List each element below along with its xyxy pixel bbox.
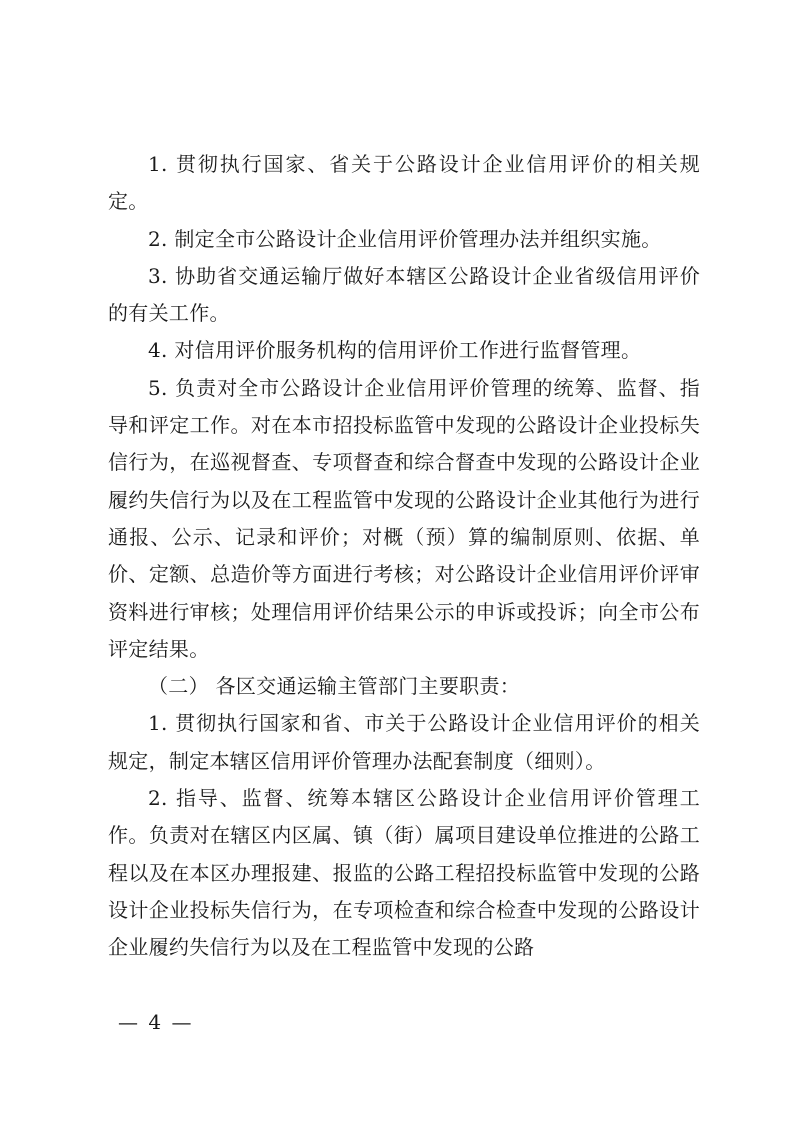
paragraph-item-3: 3. 协助省交通运输厅做好本辖区公路设计企业省级信用评价的有关工作。 [108,263,700,326]
page-number: — 4 — [118,1010,194,1034]
paragraph-district-item-1: 1. 贯彻执行国家和省、市关于公路设计企业信用评价的相关规定，制定本辖区信用评价管理办法配套制度（细则）。 [108,711,700,773]
paragraph-district-item-2: 2. 指导、监督、统筹本辖区公路设计企业信用评价管理工作。负责对在辖区内区属、镇（街）属项目建设单位推进的公路工程以及在本区办理报建、报监的公路工程招投标监管中发现的公路设计企业投标失信行为，在专项检查和综合检查中发现的公路设计企业履约失信行为以及在工程监管中发现的公路 [108,786,700,960]
section-heading: （二） 各区交通运输主管部门主要职责： [148,674,521,699]
paragraph-item-4: 4. 对信用评价服务机构的信用评价工作进行监督管理。 [148,338,642,363]
paragraph-item-2: 2. 制定全市公路设计企业信用评价管理办法并组织实施。 [148,226,662,251]
paragraph-item-1: 1. 贯彻执行国家、省关于公路设计企业信用评价的相关规定。 [108,152,700,214]
paragraph-item-5: 5. 负责对全市公路设计企业信用评价管理的统筹、监督、指导和评定工作。对在本市招投标监管中发现的公路设计企业投标失信行为，在巡视督查、专项督查和综合督查中发现的公路设计企业履约失信行为以及在工程监管中发现的公路设计企业其他行为进行通报、公示、记录和评价；对概（预）算的编制原则、依据、单价、定额、总造价等方面进行考核；对公路设计企业信用评价评审资料进行审核；处理信用评价结果公示的申诉或投诉；向全市公布评定结果。 [108,375,700,661]
document-body [108,146,700,967]
